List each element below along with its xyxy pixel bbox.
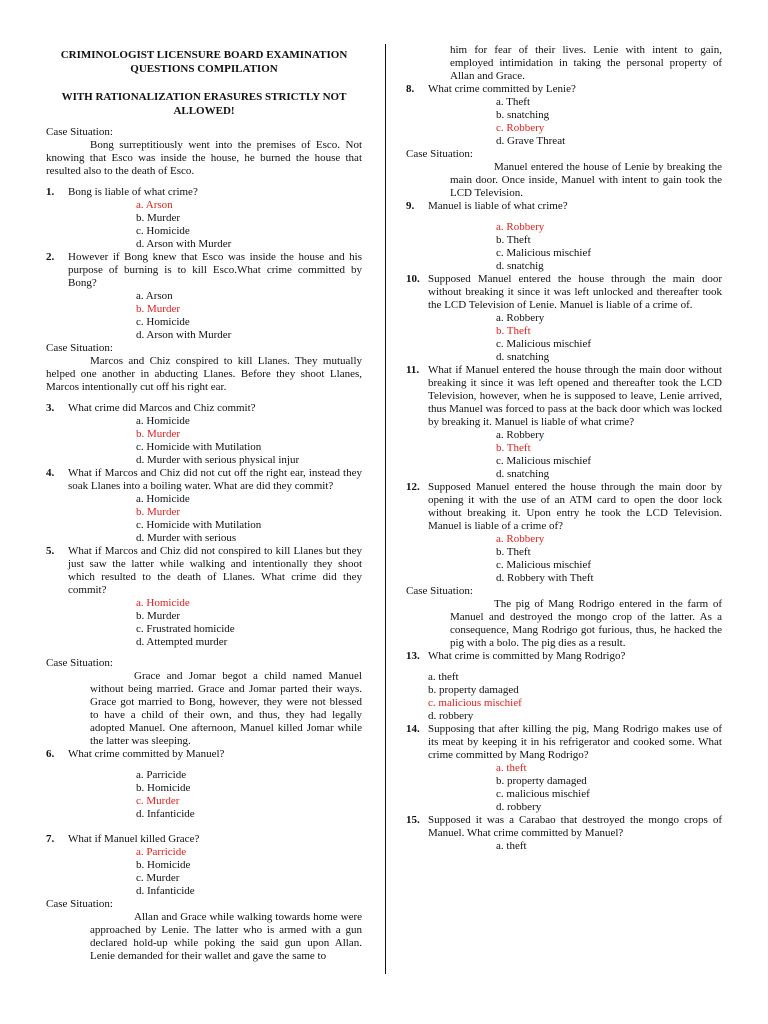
option: a. Robbery — [496, 312, 545, 324]
option: b. property damaged — [496, 775, 587, 787]
option: b. Theft — [496, 234, 531, 246]
question-text: What if Marcos and Chiz did not cut off the right ear, instead they soak Llanes into a boiling water. What are did they commit? — [68, 467, 362, 492]
options — [136, 290, 362, 342]
option: d. Murder with serious physical injur — [136, 454, 300, 466]
option: b. Murder — [136, 610, 180, 622]
options — [136, 597, 362, 649]
answer-option: c. Murder — [136, 795, 180, 807]
options — [496, 533, 722, 585]
question — [46, 833, 362, 846]
question-number: 7. — [46, 833, 55, 845]
option: a. Robbery — [496, 429, 545, 441]
question-text: Manuel is liable of what crime? — [428, 200, 568, 212]
option: d. Attempted murder — [136, 636, 228, 648]
question-text: What crime committed by Manuel? — [68, 748, 225, 760]
question-text: However if Bong knew that Esco was inside the house and his purpose of burning is to kill Esco.What crime committed by Bong? — [68, 251, 362, 289]
question — [406, 723, 722, 762]
question-number: 15. — [406, 814, 420, 826]
column-divider — [385, 44, 386, 974]
option: c. Murder — [136, 872, 180, 884]
option: c. Malicious mischief — [496, 455, 592, 467]
options — [496, 762, 722, 814]
option: d. Arson with Murder — [136, 329, 232, 341]
answer-option: b. Theft — [496, 442, 531, 454]
option: d. snatching — [496, 351, 550, 363]
option: b. property damaged — [428, 684, 519, 696]
case-label: Case Situation: — [406, 148, 473, 160]
case-text: Manuel entered the house of Lenie by breaking the main door. Once inside, Manuel with intent to gain took the LCD Television. — [450, 161, 722, 199]
question-text: What crime did Marcos and Chiz commit? — [68, 402, 256, 414]
option: d. snatching — [496, 468, 550, 480]
option: d. robbery — [496, 801, 542, 813]
page-subtitle: WITH RATIONALIZATION ERASURES STRICTLY NOT ALLOWED! — [61, 91, 347, 117]
option: c. Frustrated homicide — [136, 623, 235, 635]
option: c. Homicide — [136, 225, 190, 237]
option: a. theft — [496, 840, 527, 852]
option: a. Homicide — [136, 415, 190, 427]
option: c. Homicide — [136, 316, 190, 328]
options — [136, 415, 362, 467]
option: c. Malicious mischief — [496, 559, 592, 571]
case-label: Case Situation: — [406, 585, 473, 597]
page-title: CRIMINOLOGIST LICENSURE BOARD EXAMINATION QUESTIONS COMPILATION — [60, 49, 348, 75]
case-text: Allan and Grace while walking towards home were approached by Lenie. The latter who is armed with a gun declared hold-up while poking the said gun upon Allan. Lenie demanded for their wallet and gave the same to — [90, 911, 362, 962]
question — [406, 200, 722, 213]
question — [406, 814, 722, 840]
case-text: him for fear of their lives. Lenie with intent to gain, employed intimidation in taking the personal property of Allan and Grace. — [450, 44, 722, 82]
option: d. Grave Threat — [496, 135, 566, 147]
option: a. Theft — [496, 96, 531, 108]
question-text: What if Manuel killed Grace? — [68, 833, 200, 845]
answer-option: c. Robbery — [496, 122, 545, 134]
question-text: Supposed it was a Carabao that destroyed the mongo crops of Manuel. What crime committed by Manuel? — [428, 814, 722, 839]
question — [46, 186, 362, 199]
options — [496, 840, 722, 853]
question — [46, 402, 362, 415]
options — [136, 846, 362, 898]
answer-option: b. Murder — [136, 506, 180, 518]
question — [406, 650, 722, 663]
options — [136, 199, 362, 251]
question-number: 1. — [46, 186, 55, 198]
answer-option: a. Robbery — [496, 221, 545, 233]
option: c. Malicious mischief — [496, 247, 592, 259]
option: d. Infanticide — [136, 808, 195, 820]
question-number: 14. — [406, 723, 420, 735]
case-label: Case Situation: — [46, 126, 113, 138]
option: a. theft — [428, 671, 459, 683]
option: b. Murder — [136, 212, 180, 224]
question-text: Supposed Manuel entered the house through the main door by opening it with the use of an ATM card to open the door lock without breaking it. Upon entry he took the LCD Television. Manuel is liable of a crime of? — [428, 481, 722, 532]
question-number: 12. — [406, 481, 420, 493]
question — [46, 748, 362, 761]
question — [406, 273, 722, 312]
question-text: What if Manuel entered the house through the main door without breaking it since it was left opened and thereafter took the LCD Television, however, when he is supposed to leave, Lenie arrived, thus Manuel was forced to pass at the back door which was locked by breaking it. Manuel is liable of what crime? — [428, 364, 722, 428]
option: b. snatching — [496, 109, 550, 121]
answer-option: a. Homicide — [136, 597, 190, 609]
question-text: Supposing that after killing the pig, Mang Rodrigo makes use of its meat by keeping it in his refrigerator and cooked some. What crime committed by Mang Rodrigo? — [428, 723, 722, 761]
option: d. snatchig — [496, 260, 544, 272]
options — [496, 429, 722, 481]
option: d. Infanticide — [136, 885, 195, 897]
option: c. Homicide with Mutilation — [136, 441, 262, 453]
answer-option: a. Arson — [136, 199, 173, 211]
answer-option: b. Murder — [136, 303, 180, 315]
question-number: 4. — [46, 467, 55, 479]
case-text: Bong surreptitiously went into the premises of Esco. Not knowing that Esco was inside the house, he burned the house that resulted also to the death of Esco. — [46, 139, 362, 177]
option: d. Robbery with Theft — [496, 572, 594, 584]
case-label: Case Situation: — [46, 898, 113, 910]
case-label: Case Situation: — [46, 657, 113, 669]
question-number: 6. — [46, 748, 55, 760]
options — [496, 221, 722, 273]
options — [496, 96, 722, 148]
case-text: Marcos and Chiz conspired to kill Llanes. They mutually helped one another in abducting Llanes. Before they shoot Llanes, Marcos intentionally cut off his right ear. — [46, 355, 362, 393]
question — [406, 83, 722, 96]
question-text: Bong is liable of what crime? — [68, 186, 198, 198]
question-number: 13. — [406, 650, 420, 662]
case-text: Grace and Jomar begot a child named Manuel without being married. Grace and Jomar parted their ways. Grace got married to Bong, however, they were not blessed to have a child of their own, and thus, they had legally adopted Manuel. One afternoon, Manuel killed Jomar while the latter was sleeping. — [90, 670, 362, 747]
case-label: Case Situation: — [46, 342, 113, 354]
options — [496, 312, 722, 364]
question — [406, 364, 722, 429]
question-number: 11. — [406, 364, 420, 376]
answer-option: b. Theft — [496, 325, 531, 337]
question — [406, 481, 722, 533]
right-column — [406, 44, 722, 853]
answer-option: a. Parricide — [136, 846, 187, 858]
options — [136, 769, 362, 821]
answer-option: a. theft — [496, 762, 527, 774]
question — [46, 467, 362, 493]
question — [46, 251, 362, 290]
option: a. Parricide — [136, 769, 187, 781]
question-text: What crime committed by Lenie? — [428, 83, 576, 95]
option: b. Homicide — [136, 859, 191, 871]
answer-option: b. Murder — [136, 428, 180, 440]
question-number: 2. — [46, 251, 55, 263]
option: c. Malicious mischief — [496, 338, 592, 350]
option: c. Homicide with Mutilation — [136, 519, 262, 531]
answer-option: a. Robbery — [496, 533, 545, 545]
option: c. malicious mischief — [496, 788, 590, 800]
options — [136, 493, 362, 545]
option: d. Murder with serious — [136, 532, 237, 544]
option: a. Arson — [136, 290, 173, 302]
options — [428, 671, 722, 723]
option: b. Homicide — [136, 782, 191, 794]
question-text: What crime is committed by Mang Rodrigo? — [428, 650, 626, 662]
case-text: The pig of Mang Rodrigo entered in the farm of Manuel and destroyed the mongo crop of the latter. As a consequence, Mang Rodrigo got furious, thus, he hacked the pig with a bolo. The pig dies as a result. — [450, 598, 722, 649]
question-number: 5. — [46, 545, 55, 557]
option: a. Homicide — [136, 493, 190, 505]
option: d. Arson with Murder — [136, 238, 232, 250]
question-number: 3. — [46, 402, 55, 414]
option: b. Theft — [496, 546, 531, 558]
answer-option: c. malicious mischief — [428, 697, 522, 709]
question-number: 10. — [406, 273, 420, 285]
left-column — [46, 44, 362, 963]
question-text: Supposed Manuel entered the house through the main door without breaking it since it was left unlocked and thereafter took the LCD Television of Lenie. Manuel is liable of a crime of. — [428, 273, 722, 311]
question-number: 8. — [406, 83, 415, 95]
question — [46, 545, 362, 597]
question-text: What if Marcos and Chiz did not conspired to kill Llanes but they just saw the latter while walking and intentionally they shoot which resulted to the death of Llanes. What crime did they commit? — [68, 545, 362, 596]
option: d. robbery — [428, 710, 474, 722]
question-number: 9. — [406, 200, 415, 212]
